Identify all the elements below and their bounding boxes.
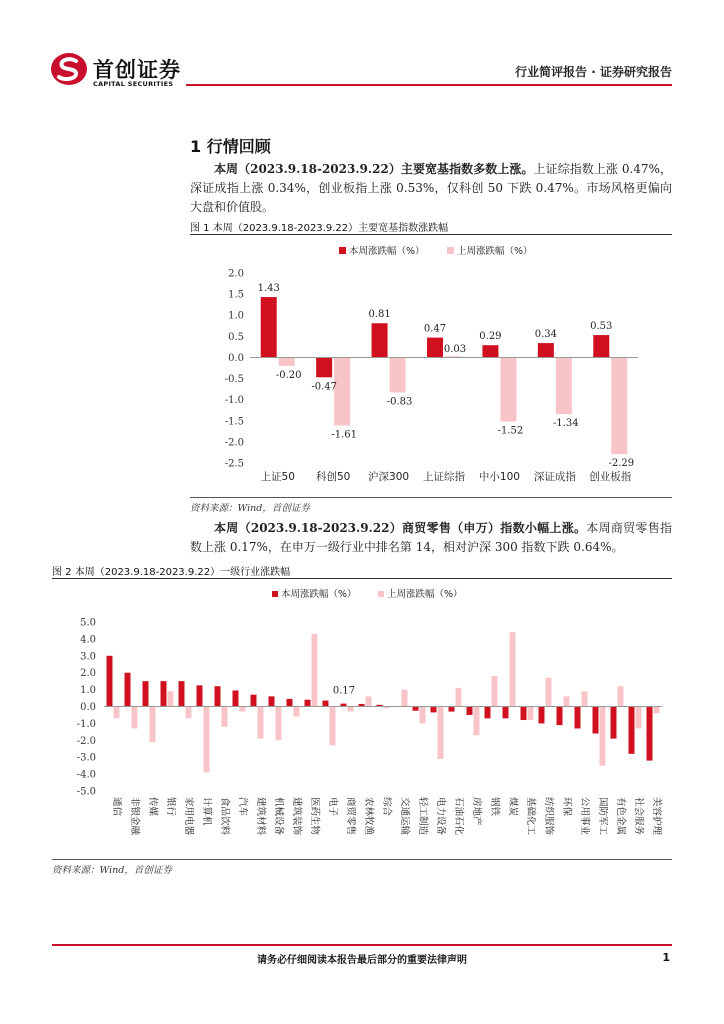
bar-this-week bbox=[316, 357, 332, 377]
y-tick-label: -2.0 bbox=[224, 437, 244, 449]
bar-this-week bbox=[197, 685, 203, 706]
bar-last-week bbox=[510, 632, 516, 706]
bar-last-week bbox=[654, 707, 660, 714]
bar-last-week bbox=[528, 707, 534, 721]
bar-this-week bbox=[233, 690, 239, 706]
bar-last-week bbox=[556, 357, 572, 414]
legend-swatch-this-week bbox=[339, 247, 346, 254]
bar-last-week bbox=[279, 357, 295, 365]
x-tick-label: 纺织服饰 bbox=[543, 797, 554, 836]
bar-last-week bbox=[390, 357, 406, 392]
y-tick-label: -1.0 bbox=[224, 395, 244, 407]
bar-last-week bbox=[492, 676, 498, 706]
paragraph-body: 上证综指数上涨 0.47%，深证成指上涨 0.34%，创业板指上涨 0.53%，仅科创 50 下跌 0.47%。市场风格更偏向大盘和价值股。 bbox=[190, 162, 672, 214]
bar-this-week bbox=[647, 707, 653, 761]
legend-swatch-last-week bbox=[447, 247, 454, 254]
legend-label-this-week: 本周涨跌幅（%） bbox=[349, 246, 425, 257]
y-tick-label: 2.0 bbox=[228, 268, 244, 280]
bar-this-week bbox=[449, 707, 455, 712]
data-label-annotation: 0.17 bbox=[332, 685, 356, 697]
x-tick-label: 家用电器 bbox=[183, 797, 194, 836]
y-tick-label: -1.0 bbox=[76, 718, 96, 730]
y-tick-label: -4.0 bbox=[76, 769, 96, 781]
bar-last-week bbox=[636, 707, 642, 729]
bar-last-week bbox=[618, 686, 624, 706]
x-tick-label: 社会服务 bbox=[633, 797, 644, 836]
figure2-title: 图 2 本周（2023.9.18-2023.9.22）一级行业涨跌幅 bbox=[52, 567, 291, 578]
y-tick-label: 1.0 bbox=[228, 310, 244, 322]
data-label-this-week: 0.47 bbox=[423, 323, 447, 335]
x-tick-label: 上证综指 bbox=[423, 471, 465, 483]
bar-last-week bbox=[420, 707, 426, 724]
report-type-label: 行业简评报告 · 证券研究报告 bbox=[515, 65, 672, 79]
bar-last-week bbox=[600, 707, 606, 766]
bar-last-week bbox=[474, 707, 480, 736]
paragraph-lead: 本周（2023.9.18-2023.9.22）主要宽基指数多数上涨。 bbox=[214, 162, 534, 176]
x-tick-label: 汽车 bbox=[237, 797, 248, 817]
y-tick-label: -2.5 bbox=[224, 458, 244, 470]
bar-this-week bbox=[251, 695, 257, 707]
x-tick-label: 房地产 bbox=[471, 797, 482, 826]
figure2-top-rule bbox=[52, 578, 672, 579]
x-tick-label: 建筑材料 bbox=[255, 797, 266, 836]
bar-last-week bbox=[114, 707, 120, 719]
x-tick-label: 机械设备 bbox=[273, 797, 284, 836]
bar-this-week bbox=[305, 700, 311, 707]
data-label-last-week: -1.61 bbox=[331, 429, 357, 441]
bar-this-week bbox=[485, 707, 491, 719]
bar-last-week bbox=[240, 707, 246, 712]
bar-last-week bbox=[500, 357, 516, 421]
x-tick-label: 电力设备 bbox=[435, 797, 446, 836]
paragraph-body: 本周商贸零售指数上涨 0.17%，在申万一级行业中排名第 14，相对沪深 300 指数下跌 0.64%。 bbox=[190, 521, 672, 554]
footer-disclaimer: 请务必仔细阅读本报告最后部分的重要法律声明 bbox=[257, 955, 467, 966]
x-tick-label: 公用事业 bbox=[579, 797, 590, 836]
bar-this-week bbox=[372, 323, 388, 357]
legend-label-last-week: 上周涨跌幅（%） bbox=[387, 589, 463, 600]
bar-last-week bbox=[402, 690, 408, 707]
bar-last-week bbox=[186, 707, 192, 719]
figure1-top-rule bbox=[190, 234, 672, 235]
bar-last-week bbox=[276, 707, 282, 741]
x-tick-label: 计算机 bbox=[201, 797, 212, 826]
data-label-last-week: -0.20 bbox=[275, 369, 302, 381]
bar-this-week bbox=[125, 673, 131, 707]
logo-icon bbox=[50, 52, 88, 86]
bar-this-week bbox=[323, 701, 329, 707]
y-tick-label: 1.0 bbox=[80, 685, 96, 697]
y-tick-label: -3.0 bbox=[76, 752, 96, 764]
y-tick-label: -2.0 bbox=[76, 735, 96, 747]
bar-last-week bbox=[582, 691, 588, 706]
data-label-last-week: -2.29 bbox=[608, 458, 635, 470]
bar-last-week bbox=[611, 357, 627, 454]
bar-this-week bbox=[467, 707, 473, 715]
bar-last-week bbox=[222, 707, 228, 727]
bar-this-week bbox=[427, 338, 443, 358]
bar-last-week bbox=[312, 634, 318, 707]
bar-last-week bbox=[330, 707, 336, 746]
bar-this-week bbox=[538, 343, 554, 357]
bar-this-week bbox=[413, 707, 419, 711]
legend-label-this-week: 本周涨跌幅（%） bbox=[281, 589, 357, 600]
data-label-this-week: 0.29 bbox=[479, 331, 502, 343]
figure1-bottom-rule bbox=[190, 497, 672, 498]
bar-last-week bbox=[564, 696, 570, 706]
x-tick-label: 深证成指 bbox=[533, 471, 576, 483]
logo-text-en: CAPITAL SECURITIES bbox=[93, 80, 174, 88]
legend-swatch-last-week bbox=[378, 591, 384, 597]
x-tick-label: 医药生物 bbox=[309, 797, 320, 836]
x-tick-label: 商贸零售 bbox=[345, 797, 356, 836]
paragraph-broad-index bbox=[190, 160, 672, 217]
legend-label-last-week: 上周涨跌幅（%） bbox=[457, 246, 533, 257]
x-tick-label: 环保 bbox=[561, 797, 572, 817]
bar-last-week bbox=[546, 678, 552, 707]
bar-this-week bbox=[161, 681, 167, 706]
bar-this-week bbox=[261, 297, 277, 357]
data-label-last-week: -1.34 bbox=[553, 418, 579, 430]
y-tick-label: -5.0 bbox=[76, 786, 96, 798]
x-tick-label: 科创50 bbox=[315, 471, 351, 483]
figure2-source: 资料来源：Wind，首创证券 bbox=[52, 865, 172, 876]
bar-this-week bbox=[482, 345, 498, 357]
bar-last-week bbox=[366, 696, 372, 706]
bar-last-week bbox=[348, 707, 354, 712]
y-tick-label: -1.5 bbox=[224, 416, 244, 428]
x-tick-label: 国防军工 bbox=[597, 797, 608, 836]
bar-this-week bbox=[521, 707, 527, 721]
x-tick-label: 银行 bbox=[165, 797, 176, 817]
data-label-this-week: 0.34 bbox=[534, 329, 557, 341]
bar-last-week bbox=[204, 707, 210, 773]
y-tick-label: 5.0 bbox=[80, 617, 96, 629]
bar-this-week bbox=[215, 686, 221, 706]
bar-this-week bbox=[629, 707, 635, 754]
x-tick-label: 电子 bbox=[327, 797, 338, 817]
section-title: 1 行情回顾 bbox=[190, 137, 271, 156]
x-tick-label: 轻工制造 bbox=[417, 797, 428, 836]
x-tick-label: 钢铁 bbox=[489, 797, 500, 817]
y-tick-label: 0.0 bbox=[80, 702, 96, 713]
x-tick-label: 建筑装饰 bbox=[291, 797, 302, 836]
data-label-last-week: -1.52 bbox=[497, 425, 524, 437]
x-tick-label: 上证50 bbox=[260, 471, 295, 483]
y-tick-label: 2.0 bbox=[80, 668, 96, 680]
figure2-bottom-rule bbox=[52, 859, 672, 860]
bar-last-week bbox=[438, 707, 444, 759]
x-tick-label: 煤炭 bbox=[507, 797, 518, 817]
x-tick-label: 沪深300 bbox=[368, 471, 410, 483]
data-label-last-week: -0.83 bbox=[386, 396, 413, 408]
y-tick-label: 1.5 bbox=[228, 289, 244, 301]
bar-last-week bbox=[456, 688, 462, 707]
x-tick-label: 农林牧渔 bbox=[363, 797, 374, 836]
paragraph-retail-index bbox=[190, 519, 672, 557]
x-tick-label: 非银金融 bbox=[129, 797, 140, 836]
x-tick-label: 创业板指 bbox=[589, 471, 632, 483]
y-tick-label: 4.0 bbox=[80, 634, 96, 646]
bar-last-week bbox=[168, 691, 174, 706]
x-tick-label: 基础化工 bbox=[525, 797, 536, 836]
bar-last-week bbox=[150, 707, 156, 742]
x-tick-label: 综合 bbox=[381, 797, 392, 817]
data-label-this-week: -0.47 bbox=[311, 381, 337, 393]
bar-this-week bbox=[503, 707, 509, 719]
footer-divider bbox=[52, 944, 672, 946]
x-tick-label: 石油石化 bbox=[453, 797, 464, 836]
header-divider bbox=[186, 84, 672, 86]
bar-this-week bbox=[611, 707, 617, 739]
x-tick-label: 传媒 bbox=[147, 797, 158, 817]
data-label-this-week: 1.43 bbox=[257, 283, 280, 295]
figure1-source: 资料来源：Wind，首创证券 bbox=[190, 503, 310, 514]
bar-this-week bbox=[557, 707, 563, 726]
x-tick-label: 交通运输 bbox=[399, 797, 410, 836]
legend-swatch-this-week bbox=[272, 591, 278, 597]
y-tick-label: 3.0 bbox=[80, 651, 96, 663]
bar-this-week bbox=[107, 656, 113, 707]
logo-text-cn: 首创证券 bbox=[93, 58, 181, 82]
page-number: 1 bbox=[662, 951, 670, 964]
bar-this-week bbox=[539, 707, 545, 724]
x-tick-label: 有色金属 bbox=[615, 797, 626, 836]
y-tick-label: 0.5 bbox=[228, 331, 244, 343]
x-tick-label: 食品饮料 bbox=[219, 797, 230, 836]
bar-last-week bbox=[294, 707, 300, 717]
chart-industry bbox=[52, 580, 672, 858]
bar-this-week bbox=[593, 707, 599, 734]
data-label-this-week: 0.81 bbox=[368, 309, 391, 321]
bar-last-week bbox=[258, 707, 264, 739]
bar-this-week bbox=[593, 335, 609, 357]
chart-broad-index bbox=[190, 236, 672, 496]
data-label-this-week: 0.53 bbox=[590, 321, 613, 333]
bar-this-week bbox=[287, 699, 293, 707]
paragraph-lead: 本周（2023.9.18-2023.9.22）商贸零售（申万）指数小幅上涨。 bbox=[214, 521, 587, 535]
bar-this-week bbox=[575, 707, 581, 729]
y-tick-label: -0.5 bbox=[224, 374, 244, 386]
data-label-last-week: 0.03 bbox=[443, 344, 467, 356]
bar-this-week bbox=[179, 681, 185, 706]
x-tick-label: 美容护理 bbox=[651, 797, 662, 836]
y-tick-label: 0.0 bbox=[228, 352, 244, 364]
bar-last-week bbox=[132, 707, 138, 729]
figure1-title: 图 1 本周（2023.9.18-2023.9.22）主要宽基指数涨跌幅 bbox=[190, 223, 449, 234]
bar-this-week bbox=[269, 696, 275, 706]
x-tick-label: 通信 bbox=[111, 797, 122, 817]
bar-this-week bbox=[143, 681, 149, 706]
bar-this-week bbox=[431, 707, 437, 713]
x-tick-label: 中小100 bbox=[478, 471, 520, 483]
